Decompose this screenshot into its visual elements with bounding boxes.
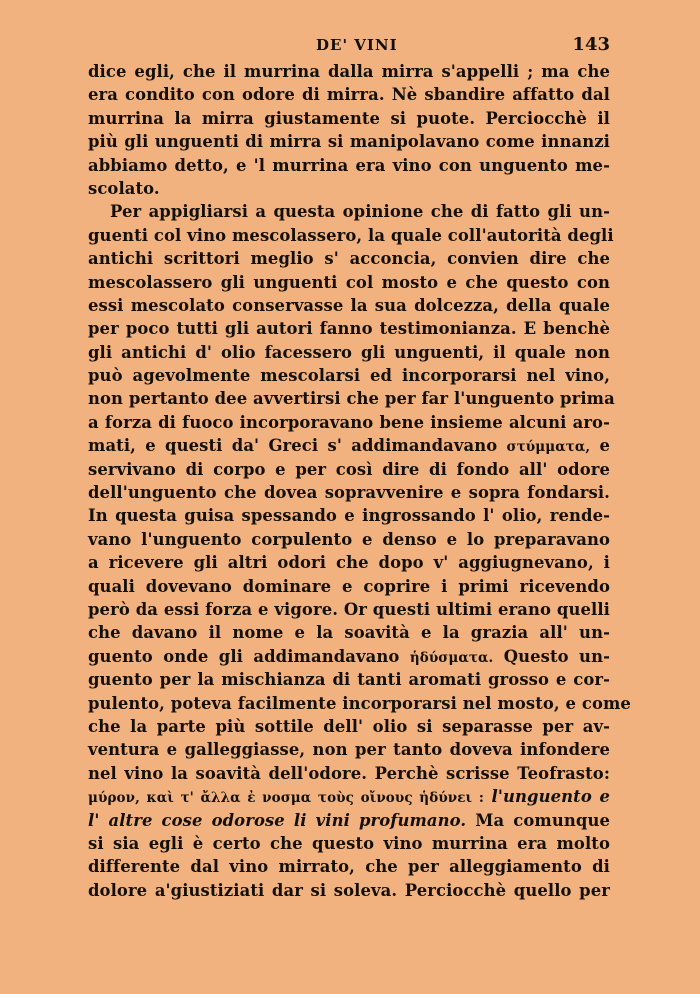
text-line: nel vino la soavità dell'odore. Perchè scrisse Teofrasto: <box>88 763 610 783</box>
text-line: ventura e galleggiasse, non per tanto doveva infondere <box>88 740 610 760</box>
text-line: per poco tutti gli autori fanno testimonianza. E benchè <box>88 319 610 339</box>
text-line: che la parte più sottile dell' olio si separasse per av- <box>88 716 610 736</box>
text-line: servivano di corpo e per così dire di fondo all' odore <box>88 459 610 479</box>
italian-translation: l' altre cose odorose li vini profumano. <box>88 810 467 830</box>
line-text-after: e <box>599 436 610 456</box>
text-line: dolore a'giustiziati dar si soleva. Perciocchè quello per <box>88 880 610 900</box>
text-line: più gli unguenti di mirra si manipolavano come innanzi <box>88 132 610 152</box>
text-line: si sia egli è certo che questo vino murrina era molto <box>88 833 610 853</box>
greek-word: ἡδύσματα. <box>409 649 494 666</box>
line-text-after: Ma comunque <box>475 810 611 830</box>
text-line: abbiamo detto, e 'l murrina era vino con unguento me- <box>88 155 610 175</box>
book-page <box>88 34 631 902</box>
text-line: pulento, poteva facilmente incorporarsi nel mosto, e come <box>88 693 631 713</box>
text-line: In questa guisa spessando e ingrossando l' olio, rende- <box>88 506 610 526</box>
text-line: può agevolmente mescolarsi ed incorporarsi nel vino, <box>88 366 610 386</box>
text-line: dell'unguento che dovea sopravvenire e sopra fondarsi. <box>88 483 610 503</box>
text-line: vano l'unguento corpulento e denso e lo preparavano <box>88 529 610 549</box>
text-line: essi mescolato conservasse la sua dolcezza, della quale <box>88 295 610 315</box>
line-text-before: guento onde gli addimandavano <box>88 646 400 666</box>
text-line: guento per la mischianza di tanti aromati grosso e cor- <box>88 670 610 690</box>
text-line: non pertanto dee avvertirsi che per far l'unguento prima <box>88 389 615 409</box>
italic-translation-line <box>88 809 610 832</box>
text-line: mescolassero gli unguenti col mosto e che questo con <box>88 272 610 292</box>
text-line: era condito con odore di mirra. Nè sbandire affatto dal <box>88 85 610 105</box>
text-line: dice egli, che il murrina dalla mirra s'appelli ; ma che <box>88 62 610 81</box>
text-line: antichi scrittori meglio s' acconcia, convien dire che <box>88 249 610 269</box>
text-line: però da essi forza e vigore. Or questi ultimi erano quelli <box>88 599 610 619</box>
line-text-after: Questo un- <box>503 646 610 666</box>
paragraph-first-line: Per appigliarsi a questa opinione che di fatto gli un- <box>110 202 610 222</box>
text-line: murrina la mirra giustamente si puote. Perciocchè il <box>88 108 610 128</box>
text-line-with-greek <box>88 434 610 457</box>
line-text-before: mati, e questi da' Greci s' addimandavano <box>88 436 498 456</box>
text-line-with-greek <box>88 645 610 668</box>
text-line: a forza di fuoco incorporavano bene insieme alcuni aro- <box>88 412 610 432</box>
text-body <box>88 60 631 902</box>
text-line: che davano il nome e la soavità e la grazia all' un- <box>88 623 610 643</box>
greek-word: στύμματα, <box>506 439 591 456</box>
text-line: differente dal vino mirrato, che per alleggiamento di <box>88 857 610 877</box>
page-number: 143 <box>572 34 610 55</box>
greek-quotation-line <box>88 785 610 808</box>
text-line: scolato. <box>88 178 160 198</box>
italian-translation: l'unguento e <box>491 787 611 807</box>
text-line: gli antichi d' olio facessero gli unguenti, il quale non <box>88 342 610 362</box>
text-line: a ricevere gli altri odori che dopo v' aggiugnevano, i <box>88 553 610 573</box>
running-title: DE' VINI <box>316 36 398 54</box>
running-head <box>88 34 610 60</box>
text-line: quali dovevano dominare e coprire i primi ricevendo <box>88 576 610 596</box>
text-line: guenti col vino mescolassero, la quale coll'autorità degli <box>88 225 614 245</box>
greek-quotation: μύρον, καὶ τ' ἄλλα ἐ νοσμα τοὺς οἴνους ἡδύνει : <box>88 790 484 807</box>
